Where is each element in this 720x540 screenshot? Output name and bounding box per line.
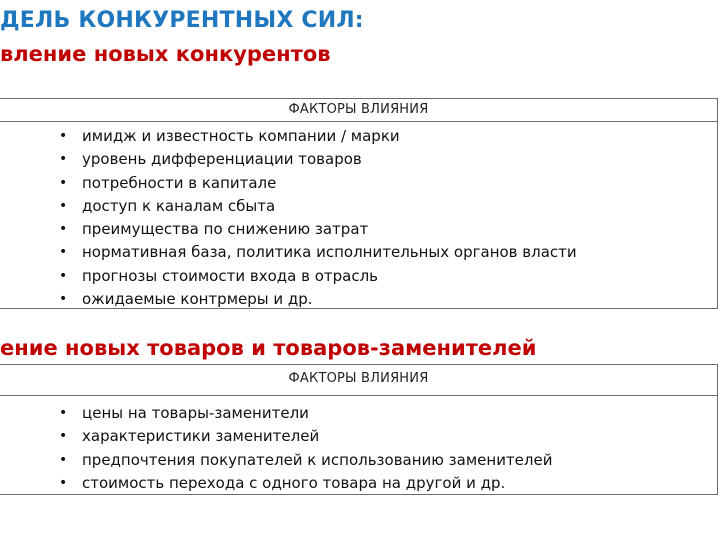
- bullet-icon: •: [59, 405, 68, 421]
- list-item-text: предпочтения покупателей к использованию заменителей: [82, 450, 553, 469]
- list-item: [59, 218, 577, 241]
- table-header: ФАКТОРЫ ВЛИЯНИЯ: [0, 99, 717, 122]
- table-header: ФАКТОРЫ ВЛИЯНИЯ: [0, 365, 717, 396]
- list-item: [59, 288, 577, 311]
- bullet-icon: •: [59, 428, 68, 445]
- list-item: [59, 472, 552, 495]
- list-item: [59, 125, 577, 148]
- list-item-text: характеристики заменителей: [82, 427, 320, 446]
- list-item: [59, 148, 577, 171]
- bullet-icon: •: [59, 151, 68, 168]
- bullet-icon: •: [59, 451, 68, 468]
- list-item-text: нормативная база, политика исполнительных органов власти: [82, 243, 577, 262]
- bullet-icon: •: [59, 474, 68, 491]
- list-item-text: преимущества по снижению затрат: [82, 220, 369, 239]
- bullet-icon: •: [59, 174, 68, 191]
- list-item-text: цены на товары-заменители: [82, 404, 309, 422]
- factors-table-new-competitors: [0, 98, 718, 309]
- bullet-icon: •: [59, 221, 68, 238]
- bullet-icon: •: [59, 244, 68, 261]
- list-item-text: ожидаемые контрмеры и др.: [82, 290, 313, 309]
- list-item-text: имидж и известность компании / марки: [82, 127, 400, 145]
- bullet-icon: •: [59, 291, 68, 308]
- section-heading-substitutes: ение новых товаров и товаров-заменителей: [0, 336, 537, 360]
- factors-list: [59, 402, 552, 495]
- list-item-text: потребности в капитале: [82, 173, 277, 192]
- section-heading-new-competitors: вление новых конкурентов: [0, 42, 331, 66]
- bullet-icon: •: [59, 197, 68, 214]
- list-item-text: доступ к каналам сбыта: [82, 196, 276, 215]
- factors-table-substitutes: [0, 364, 718, 495]
- list-item: [59, 449, 552, 472]
- page-title: ДЕЛЬ КОНКУРЕНТНЫХ СИЛ:: [0, 8, 364, 33]
- list-item: [59, 425, 552, 448]
- list-item: [59, 172, 577, 195]
- list-item: [59, 265, 577, 288]
- bullet-icon: •: [59, 128, 68, 144]
- bullet-icon: •: [59, 267, 68, 284]
- list-item-text: стоимость перехода с одного товара на другой и др.: [82, 473, 506, 492]
- list-item-text: прогнозы стоимости входа в отрасль: [82, 266, 379, 285]
- list-item-text: уровень дифференциации товаров: [82, 150, 362, 169]
- list-item: [59, 402, 552, 425]
- factors-list: [59, 125, 577, 311]
- list-item: [59, 241, 577, 264]
- list-item: [59, 195, 577, 218]
